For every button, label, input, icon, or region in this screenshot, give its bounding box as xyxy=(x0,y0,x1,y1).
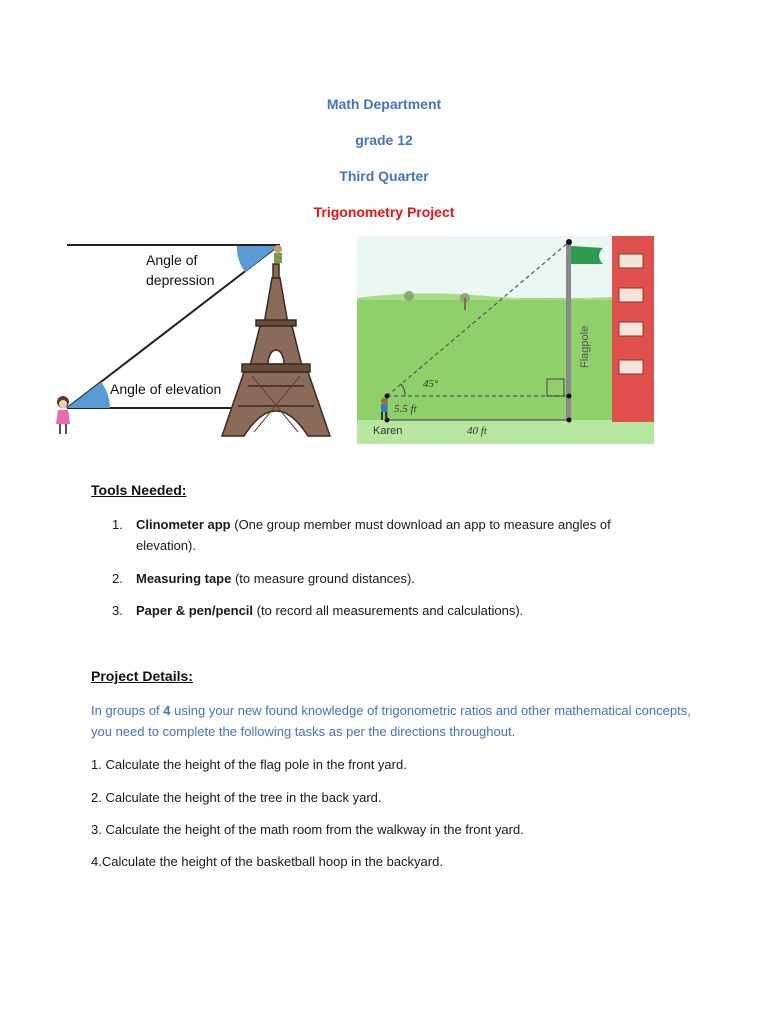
tool-name: Measuring tape xyxy=(136,571,232,586)
project-intro: In groups of 4 using your new found knowledge of trigonometric ratios and other mathematical concepts, you need to complete the following tasks as per the directions throughout. xyxy=(91,703,691,739)
tool-number: 3. xyxy=(112,603,123,618)
tool-number: 2. xyxy=(112,571,123,586)
tool-name: Paper & pen/pencil xyxy=(136,603,254,618)
quarter-heading: Third Quarter xyxy=(339,168,429,184)
elevation-angle-wedge xyxy=(67,382,110,408)
elevation-label: Angle of elevation xyxy=(110,381,222,397)
tool-item-paper-pen xyxy=(112,600,672,621)
angle-label: 45° xyxy=(423,378,439,390)
project-title: Trigonometry Project xyxy=(313,204,455,220)
person-on-tower-icon xyxy=(274,245,282,263)
department-heading: Math Department xyxy=(326,96,442,112)
depression-label-line1: Angle of xyxy=(146,252,198,268)
karen-label: Karen xyxy=(373,425,403,437)
flagpole-diagram xyxy=(357,236,654,444)
task-item-math-room: 3. Calculate the height of the math room from the walkway in the front yard. xyxy=(91,822,524,837)
grade-heading: grade 12 xyxy=(355,132,413,148)
girl-icon xyxy=(56,396,70,434)
tool-description: (to measure ground distances). xyxy=(231,571,415,586)
project-details-heading: Project Details: xyxy=(91,668,193,684)
eiffel-tower-icon xyxy=(222,264,330,436)
sky xyxy=(357,236,654,298)
height-label: 5.5 ft xyxy=(394,403,417,415)
tool-item-clinometer xyxy=(112,514,672,556)
eiffel-angle-diagram xyxy=(52,236,352,444)
tool-description: (One group member must download an app to measure angles of elevation). xyxy=(136,517,611,553)
depression-label-line2: depression xyxy=(146,272,215,288)
group-size: 4 xyxy=(163,703,171,718)
task-item-tree: 2. Calculate the height of the tree in the back yard. xyxy=(91,790,382,805)
tool-description: (to record all measurements and calculations). xyxy=(253,603,524,618)
distance-label: 40 ft xyxy=(467,425,487,437)
flag-icon xyxy=(571,246,603,264)
tool-name: Clinometer app xyxy=(136,517,231,532)
tool-item-measuring-tape xyxy=(112,568,672,589)
depression-angle-wedge xyxy=(237,246,278,272)
task-item-basketball-hoop: 4.Calculate the height of the basketball hoop in the backyard. xyxy=(91,854,443,869)
task-item-flag-pole: 1. Calculate the height of the flag pole in the front yard. xyxy=(91,757,407,772)
tools-heading: Tools Needed: xyxy=(91,482,187,498)
flagpole-label: Flagpole xyxy=(579,325,591,368)
flagpole xyxy=(566,242,571,420)
tool-number: 1. xyxy=(112,517,123,532)
